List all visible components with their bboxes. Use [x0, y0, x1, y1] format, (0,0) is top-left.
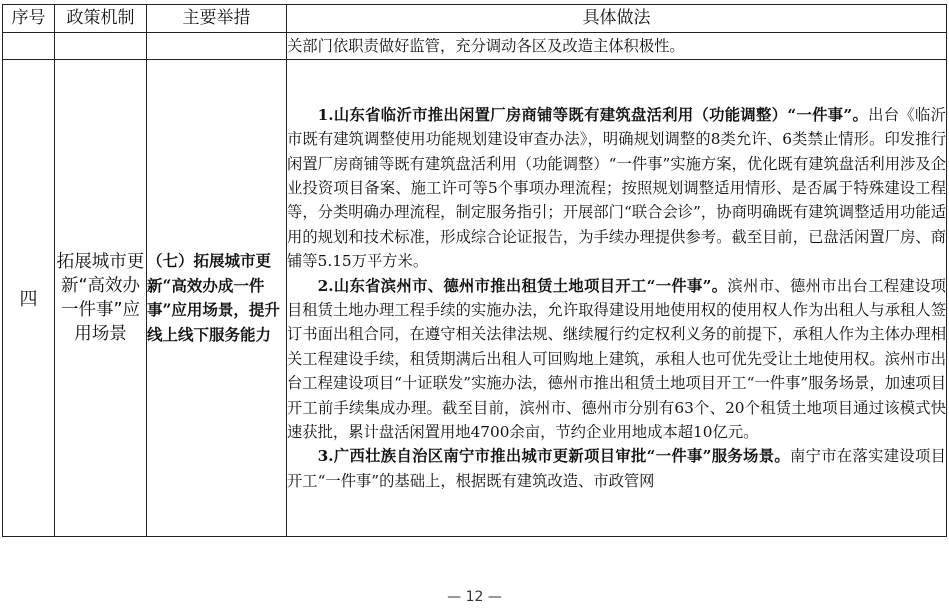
table-header-row — [3, 5, 947, 33]
practice-item-2-text: 滨州市、德州市出台工程建设项目租赁土地办理工程手续的实施办法，允许取得建设用地使用权的使用权人作为出租人与承租人签订书面出租合同，在遵守相关法律法规、继续履行约定权利义务的前提下，承租人作为主体办理相关工程建设手续，租赁期满后出租人可回购地上建筑，承租人也可优先受让土地使用权。滨州市出台工程建设项目“十证联发”实施办法，德州市推出租赁土地项目开工“一件事”服务场景，加速项目开工前手续集成办理。截至目前，滨州市、德州市分别有63个、20个租赁土地项目通过该模式快速获批，累计盘活闲置用地4700余亩，节约企业用地成本超10亿元。 — [287, 276, 946, 442]
practice-item-3-title: 3.广西壮族自治区南宁市推出城市更新项目审批“一件事”服务场景。 — [317, 447, 790, 466]
row-mechanism: 拓展城市更新“高效办一件事”应用场景 — [55, 60, 147, 537]
continued-text: 关部门依职责做好监管，充分调动各区及改造主体积极性。 — [287, 33, 947, 60]
header-mechanism: 政策机制 — [55, 5, 147, 33]
table-row — [3, 60, 947, 537]
row-measure: （七）拓展城市更新“高效办成一件事”应用场景，提升线上线下服务能力 — [147, 60, 287, 537]
practice-item-1-text: 出台《临沂市既有建筑调整使用功能规划建设审查办法》，明确规划调整的8类允许、6类禁止情形。印发推行闲置厂房商铺等既有建筑盘活利用（功能调整）“一件事”实施方案，优化既有建筑盘活利用涉及企业投资项目备案、施工许可等5个事项办理流程；按照规划调整适用情形、是否属于特殊建设工程等，分类明确办理流程，制定服务指引；开展部门“联合会诊”，协商明确既有建筑调整适用功能适用的规划和技术标准，形成综合论证报告，为手续办理提供参考。截至目前，已盘活闲置厂房、商铺等5.15万平方米。 — [287, 105, 946, 271]
practice-item-2 — [287, 274, 946, 445]
row-practice — [287, 60, 947, 537]
practice-item-1 — [287, 103, 946, 274]
header-measure: 主要举措 — [147, 5, 287, 33]
practice-item-1-title: 1.山东省临沂市推出闲置厂房商铺等既有建筑盘活利用（功能调整）“一件事”。 — [317, 105, 869, 124]
practice-item-3 — [287, 444, 946, 493]
table-row-continued — [3, 33, 947, 60]
page-number: — 12 — — [447, 589, 502, 605]
policy-table — [2, 4, 947, 537]
practice-item-3-text: 南宁市在落实建设项目开工“一件事”的基础上，根据既有建筑改造、市政管网 — [287, 447, 946, 490]
practice-item-2-title: 2.山东省滨州市、德州市推出租赁土地项目开工“一件事”。 — [317, 276, 728, 295]
header-seq: 序号 — [3, 5, 55, 33]
row-seq: 四 — [3, 60, 55, 537]
header-practice: 具体做法 — [287, 5, 947, 33]
